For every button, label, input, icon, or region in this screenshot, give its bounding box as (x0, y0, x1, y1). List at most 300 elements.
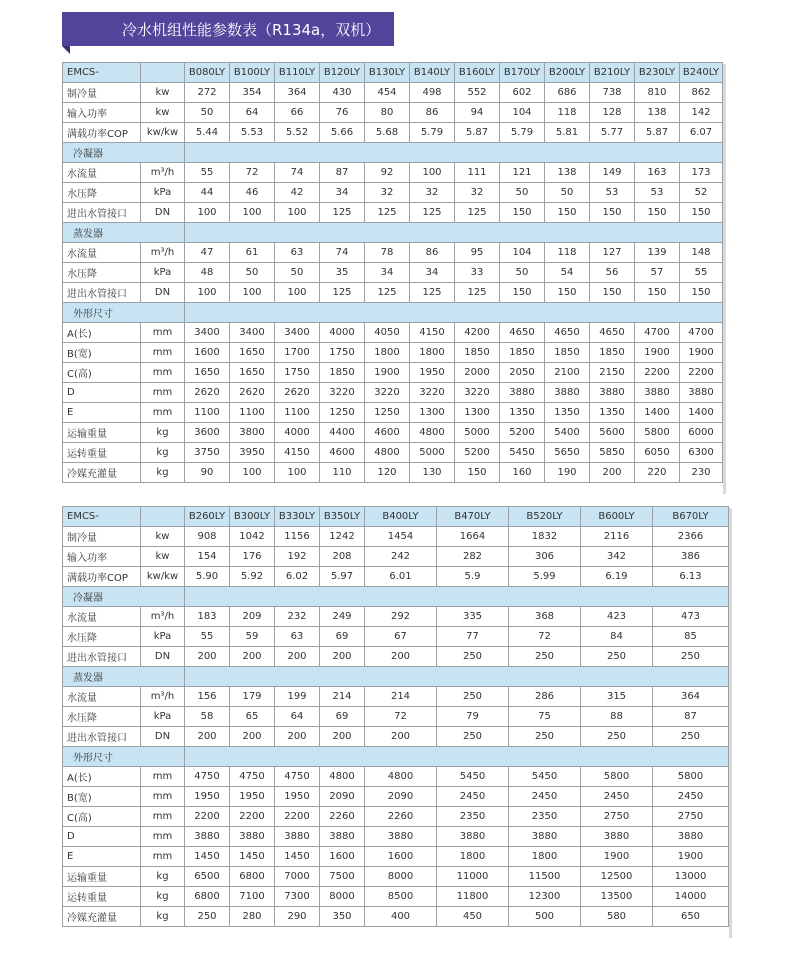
table-row (63, 263, 723, 283)
row-unit: DN (141, 203, 185, 223)
header-row (63, 507, 729, 527)
row-unit: mm (141, 363, 185, 383)
table-cell: 580 (581, 907, 653, 927)
table-cell: 50 (545, 183, 590, 203)
model-header: B470LY (437, 507, 509, 527)
table-cell: 50 (230, 263, 275, 283)
table-cell: 150 (680, 283, 723, 303)
row-unit: kg (141, 443, 185, 463)
table-cell: 6.07 (680, 123, 723, 143)
table-row (63, 363, 723, 383)
row-unit: kPa (141, 263, 185, 283)
row-unit: m³/h (141, 163, 185, 183)
table-cell: 2450 (581, 787, 653, 807)
table-cell: 11800 (437, 887, 509, 907)
spec-table-1 (62, 62, 723, 483)
row-unit: kw/kw (141, 123, 185, 143)
row-label: 进出水管接口 (63, 203, 141, 223)
table-cell: 2200 (185, 807, 230, 827)
table-cell: 125 (365, 203, 410, 223)
table-cell: 602 (500, 83, 545, 103)
table-cell: 5.77 (590, 123, 635, 143)
table-row (63, 443, 723, 463)
table-cell: 125 (455, 203, 500, 223)
model-header: B160LY (455, 63, 500, 83)
table-cell: 13000 (653, 867, 729, 887)
row-unit: mm (141, 403, 185, 423)
table-cell: 5.79 (410, 123, 455, 143)
table-cell: 1450 (185, 847, 230, 867)
table-cell: 2350 (509, 807, 581, 827)
table-cell: 65 (230, 707, 275, 727)
table-row (63, 707, 729, 727)
table-cell: 650 (653, 907, 729, 927)
row-label: 水压降 (63, 183, 141, 203)
row-label: 进出水管接口 (63, 283, 141, 303)
table-cell: 1850 (590, 343, 635, 363)
row-label: 进出水管接口 (63, 647, 141, 667)
table-cell: 5.87 (635, 123, 680, 143)
table-cell: 33 (455, 263, 500, 283)
table-row (63, 83, 723, 103)
table-row (63, 243, 723, 263)
table-row (63, 607, 729, 627)
row-unit: DN (141, 283, 185, 303)
section-title: 蒸发器 (63, 223, 185, 243)
table-cell: 5.66 (320, 123, 365, 143)
table-cell: 3750 (185, 443, 230, 463)
table-cell: 386 (653, 547, 729, 567)
table-cell: 250 (509, 727, 581, 747)
table-cell: 86 (410, 103, 455, 123)
table-cell: 250 (437, 727, 509, 747)
table-cell: 176 (230, 547, 275, 567)
table-cell: 2450 (509, 787, 581, 807)
table-cell: 368 (509, 607, 581, 627)
table-row (63, 463, 723, 483)
table-cell: 250 (185, 907, 230, 927)
table-cell: 450 (437, 907, 509, 927)
table-cell: 4600 (320, 443, 365, 463)
table-cell: 400 (365, 907, 437, 927)
row-label: A(长) (63, 323, 141, 343)
table-cell: 12300 (509, 887, 581, 907)
row-unit: kg (141, 867, 185, 887)
table-cell: 3880 (500, 383, 545, 403)
table-cell: 2366 (653, 527, 729, 547)
table-cell: 1300 (455, 403, 500, 423)
table-cell: 61 (230, 243, 275, 263)
section-header-row (63, 667, 729, 687)
table-cell: 2620 (230, 383, 275, 403)
table-cell: 3950 (230, 443, 275, 463)
table-cell: 5850 (590, 443, 635, 463)
table-cell: 53 (635, 183, 680, 203)
table-cell: 148 (680, 243, 723, 263)
table-row (63, 183, 723, 203)
row-unit: kPa (141, 627, 185, 647)
table-row (63, 323, 723, 343)
row-unit: mm (141, 383, 185, 403)
table-cell: 4650 (590, 323, 635, 343)
table-cell: 32 (410, 183, 455, 203)
table-row (63, 383, 723, 403)
table-cell: 160 (500, 463, 545, 483)
table-cell: 34 (320, 183, 365, 203)
table-cell: 127 (590, 243, 635, 263)
table-cell: 4400 (320, 423, 365, 443)
table-cell: 72 (509, 627, 581, 647)
row-unit: kPa (141, 707, 185, 727)
table-cell: 1850 (320, 363, 365, 383)
table-cell: 183 (185, 607, 230, 627)
table-cell: 3220 (455, 383, 500, 403)
row-unit: DN (141, 647, 185, 667)
model-header: B260LY (185, 507, 230, 527)
table-cell: 120 (365, 463, 410, 483)
table-cell: 4650 (500, 323, 545, 343)
table2-shadow (729, 508, 732, 938)
table-row (63, 847, 729, 867)
row-label: E (63, 403, 141, 423)
table-cell: 1650 (185, 363, 230, 383)
table-cell: 79 (437, 707, 509, 727)
row-unit: kw/kw (141, 567, 185, 587)
table-cell: 100 (185, 203, 230, 223)
row-label: 水压降 (63, 627, 141, 647)
table-cell: 4050 (365, 323, 410, 343)
table-cell: 1800 (509, 847, 581, 867)
row-label: 制冷量 (63, 527, 141, 547)
table-cell: 3220 (410, 383, 455, 403)
table-cell: 5600 (590, 423, 635, 443)
section-filler (185, 587, 729, 607)
table-cell: 430 (320, 83, 365, 103)
table-cell: 232 (275, 607, 320, 627)
table-cell: 214 (365, 687, 437, 707)
table-cell: 11500 (509, 867, 581, 887)
table-cell: 2150 (590, 363, 635, 383)
table-cell: 104 (500, 103, 545, 123)
table-cell: 50 (275, 263, 320, 283)
table-cell: 163 (635, 163, 680, 183)
row-label: 运输重量 (63, 867, 141, 887)
table-cell: 66 (275, 103, 320, 123)
table-cell: 200 (230, 647, 275, 667)
section-title: 外形尺寸 (63, 747, 185, 767)
table-cell: 4750 (230, 767, 275, 787)
table-cell: 3880 (581, 827, 653, 847)
table-cell: 280 (230, 907, 275, 927)
table-cell: 47 (185, 243, 230, 263)
model-header: B140LY (410, 63, 455, 83)
table-cell: 208 (320, 547, 365, 567)
table-cell: 214 (320, 687, 365, 707)
row-unit: m³/h (141, 687, 185, 707)
table-cell: 130 (410, 463, 455, 483)
title-banner (62, 12, 394, 46)
section-title: 外形尺寸 (63, 303, 185, 323)
table-cell: 3220 (320, 383, 365, 403)
table-cell: 6.13 (653, 567, 729, 587)
table-cell: 111 (455, 163, 500, 183)
table-cell: 58 (185, 707, 230, 727)
table-cell: 5450 (509, 767, 581, 787)
table-cell: 142 (680, 103, 723, 123)
row-label: 冷媒充灌量 (63, 463, 141, 483)
row-label: D (63, 827, 141, 847)
row-label: 水压降 (63, 263, 141, 283)
row-unit: kg (141, 887, 185, 907)
table-cell: 1042 (230, 527, 275, 547)
table-cell: 6.02 (275, 567, 320, 587)
model-header: B600LY (581, 507, 653, 527)
table-row (63, 163, 723, 183)
table-cell: 5800 (653, 767, 729, 787)
table-cell: 35 (320, 263, 365, 283)
table-cell: 3800 (230, 423, 275, 443)
table-cell: 34 (410, 263, 455, 283)
table-cell: 200 (230, 727, 275, 747)
table-cell: 473 (653, 607, 729, 627)
table-cell: 1450 (230, 847, 275, 867)
table-cell: 150 (590, 203, 635, 223)
table-cell: 150 (680, 203, 723, 223)
table-cell: 686 (545, 83, 590, 103)
table-cell: 2260 (365, 807, 437, 827)
table-cell: 125 (320, 283, 365, 303)
model-header: B670LY (653, 507, 729, 527)
table-cell: 48 (185, 263, 230, 283)
table-cell: 64 (275, 707, 320, 727)
table-cell: 250 (653, 647, 729, 667)
table-cell: 5.90 (185, 567, 230, 587)
table-cell: 2450 (437, 787, 509, 807)
table-cell: 250 (653, 727, 729, 747)
row-unit: kw (141, 547, 185, 567)
table-cell: 200 (320, 727, 365, 747)
table-row (63, 283, 723, 303)
table-cell: 3880 (635, 383, 680, 403)
table-row (63, 103, 723, 123)
table-cell: 55 (185, 627, 230, 647)
table-cell: 1664 (437, 527, 509, 547)
table-cell: 1800 (437, 847, 509, 867)
model-header: B170LY (500, 63, 545, 83)
model-header: B100LY (230, 63, 275, 83)
row-unit: m³/h (141, 243, 185, 263)
table-cell: 1156 (275, 527, 320, 547)
table-cell: 50 (500, 263, 545, 283)
table1-shadow (723, 64, 726, 494)
table-cell: 2620 (185, 383, 230, 403)
section-header-row (63, 303, 723, 323)
table-cell: 1900 (653, 847, 729, 867)
table-cell: 200 (185, 647, 230, 667)
table-cell: 5.79 (500, 123, 545, 143)
table-cell: 100 (410, 163, 455, 183)
row-label: A(长) (63, 767, 141, 787)
table-cell: 1900 (680, 343, 723, 363)
table-cell: 4150 (275, 443, 320, 463)
row-unit: kg (141, 907, 185, 927)
section-header-row (63, 747, 729, 767)
table-cell: 87 (653, 707, 729, 727)
table-cell: 2050 (500, 363, 545, 383)
table-cell: 1350 (500, 403, 545, 423)
table-cell: 2350 (437, 807, 509, 827)
table-cell: 3880 (185, 827, 230, 847)
table-row (63, 403, 723, 423)
table-cell: 810 (635, 83, 680, 103)
table-cell: 423 (581, 607, 653, 627)
table-cell: 1400 (635, 403, 680, 423)
table-cell: 46 (230, 183, 275, 203)
table-cell: 12500 (581, 867, 653, 887)
table-row (63, 423, 723, 443)
table-cell: 84 (581, 627, 653, 647)
series-label: EMCS- (63, 507, 141, 527)
table-cell: 3880 (320, 827, 365, 847)
table-cell: 6300 (680, 443, 723, 463)
table-cell: 1600 (185, 343, 230, 363)
table-cell: 1300 (410, 403, 455, 423)
table-cell: 154 (185, 547, 230, 567)
table-cell: 150 (545, 203, 590, 223)
table-cell: 4000 (275, 423, 320, 443)
table-row (63, 627, 729, 647)
table-row (63, 123, 723, 143)
table-cell: 1800 (365, 343, 410, 363)
table-cell: 1700 (275, 343, 320, 363)
table-cell: 3400 (230, 323, 275, 343)
table-cell: 908 (185, 527, 230, 547)
table-row (63, 203, 723, 223)
row-label: 输入功率 (63, 547, 141, 567)
table-cell: 3400 (275, 323, 320, 343)
table-cell: 5.44 (185, 123, 230, 143)
table-cell: 230 (680, 463, 723, 483)
table-cell: 104 (500, 243, 545, 263)
table-cell: 500 (509, 907, 581, 927)
table-cell: 59 (230, 627, 275, 647)
table-cell: 78 (365, 243, 410, 263)
table-cell: 292 (365, 607, 437, 627)
table-cell: 14000 (653, 887, 729, 907)
table-cell: 1750 (275, 363, 320, 383)
table-cell: 1450 (275, 847, 320, 867)
table-cell: 1100 (230, 403, 275, 423)
header-row (63, 63, 723, 83)
table-cell: 156 (185, 687, 230, 707)
model-header: B200LY (545, 63, 590, 83)
table-cell: 2000 (455, 363, 500, 383)
table-cell: 364 (653, 687, 729, 707)
table-row (63, 907, 729, 927)
table-cell: 5800 (635, 423, 680, 443)
model-header: B230LY (635, 63, 680, 83)
section-filler (185, 303, 723, 323)
row-unit: mm (141, 323, 185, 343)
table-cell: 4700 (680, 323, 723, 343)
table-cell: 77 (437, 627, 509, 647)
table-cell: 862 (680, 83, 723, 103)
table-cell: 5200 (455, 443, 500, 463)
table-cell: 8000 (320, 887, 365, 907)
model-header: B400LY (365, 507, 437, 527)
table-cell: 5.68 (365, 123, 410, 143)
table-cell: 1900 (581, 847, 653, 867)
row-label: 水流量 (63, 607, 141, 627)
row-label: 运转重量 (63, 887, 141, 907)
table-cell: 64 (230, 103, 275, 123)
table-cell: 128 (590, 103, 635, 123)
row-unit: mm (141, 827, 185, 847)
row-label: 运转重量 (63, 443, 141, 463)
table-cell: 149 (590, 163, 635, 183)
table-cell: 85 (653, 627, 729, 647)
table-cell: 67 (365, 627, 437, 647)
row-unit: kg (141, 423, 185, 443)
table-row (63, 727, 729, 747)
table-cell: 315 (581, 687, 653, 707)
table-row (63, 547, 729, 567)
table-cell: 350 (320, 907, 365, 927)
table-cell: 80 (365, 103, 410, 123)
table-cell: 150 (500, 283, 545, 303)
section-filler (185, 223, 723, 243)
table-cell: 4200 (455, 323, 500, 343)
section-header-row (63, 587, 729, 607)
model-header: B110LY (275, 63, 320, 83)
table-cell: 7000 (275, 867, 320, 887)
table-cell: 7100 (230, 887, 275, 907)
table-cell: 100 (275, 463, 320, 483)
spec-table-2 (62, 506, 729, 927)
table-cell: 335 (437, 607, 509, 627)
table-cell: 220 (635, 463, 680, 483)
table-cell: 74 (275, 163, 320, 183)
page-title: 冷水机组性能参数表（R134a，双机） (122, 21, 381, 39)
table-cell: 1100 (185, 403, 230, 423)
table-cell: 54 (545, 263, 590, 283)
table-row (63, 887, 729, 907)
row-label: 水流量 (63, 687, 141, 707)
table-cell: 1950 (185, 787, 230, 807)
table-cell: 3880 (653, 827, 729, 847)
unit-header (141, 507, 185, 527)
row-unit: DN (141, 727, 185, 747)
row-label: 冷媒充灌量 (63, 907, 141, 927)
table-cell: 342 (581, 547, 653, 567)
model-header: B350LY (320, 507, 365, 527)
table-cell: 150 (455, 463, 500, 483)
table-cell: 2090 (320, 787, 365, 807)
table-cell: 5.53 (230, 123, 275, 143)
table-cell: 7300 (275, 887, 320, 907)
table-cell: 100 (185, 283, 230, 303)
table-cell: 3880 (590, 383, 635, 403)
table-cell: 1650 (230, 363, 275, 383)
unit-header (141, 63, 185, 83)
table-cell: 5450 (437, 767, 509, 787)
table-cell: 3880 (545, 383, 590, 403)
row-unit: kw (141, 103, 185, 123)
table-cell: 4650 (545, 323, 590, 343)
table-cell: 125 (365, 283, 410, 303)
table-row (63, 567, 729, 587)
table-cell: 354 (230, 83, 275, 103)
